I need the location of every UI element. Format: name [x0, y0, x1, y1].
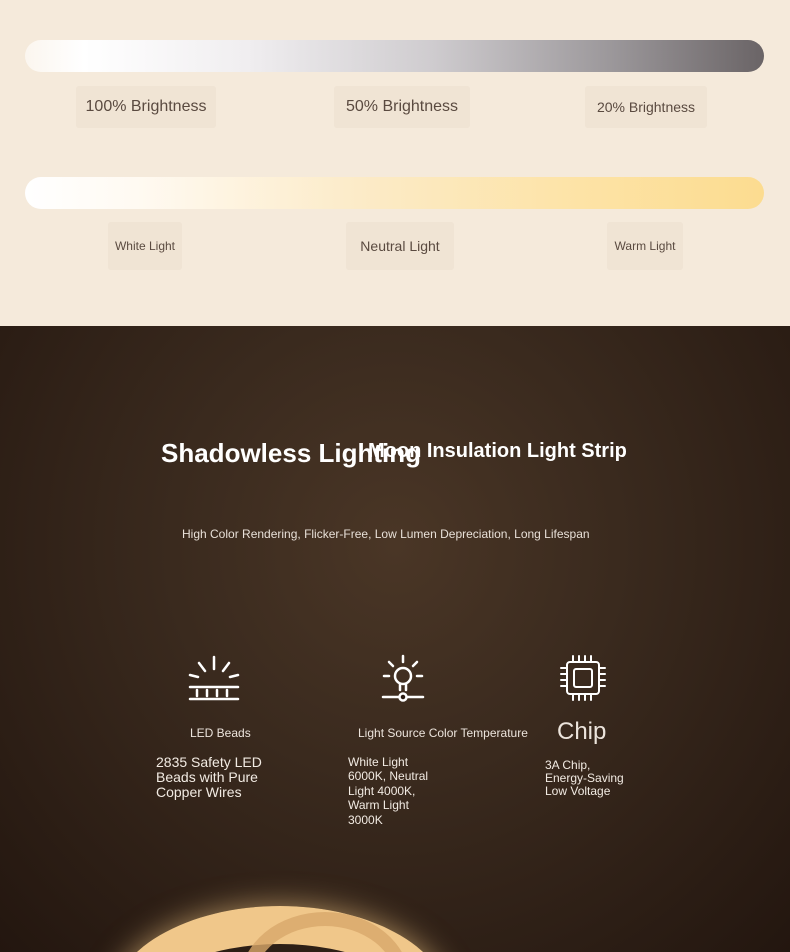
- feature-label-temperature: Light Source Color Temperature: [358, 726, 528, 740]
- feature-label-chip: Chip: [557, 718, 607, 745]
- feature-desc-led: 2835 Safety LED Beads with Pure Copper Wires: [156, 754, 262, 800]
- feature-desc-chip: 3A Chip, Energy-Saving Low Voltage: [545, 758, 624, 798]
- brightness-gradient-bar: [25, 40, 764, 72]
- temp-label-neutral: Neutral Light: [346, 222, 454, 270]
- brightness-label-50: 50% Brightness: [334, 86, 470, 128]
- brightness-temperature-panel: [0, 0, 790, 326]
- feature-label-led: LED Beads: [190, 726, 251, 740]
- feature-desc-temperature: White Light 6000K, Neutral Light 4000K, Warm Light 3000K: [348, 755, 429, 827]
- temp-label-warm: Warm Light: [607, 222, 683, 270]
- hero-subtitle: High Color Rendering, Flicker-Free, Low Lumen Depreciation, Long Lifespan: [182, 527, 590, 541]
- chip-icon: [555, 654, 611, 704]
- led-beads-icon: [186, 654, 242, 704]
- brightness-label-100: 100% Brightness: [76, 86, 216, 128]
- temp-label-white: White Light: [108, 222, 182, 270]
- color-temperature-gradient-bar: [25, 177, 764, 209]
- brightness-label-20: 20% Brightness: [585, 86, 707, 128]
- hero-title-overlay: Moon Insulation Light Strip: [368, 440, 627, 462]
- hero-title: Shadowless Lighting: [161, 438, 422, 468]
- bulb-icon: [375, 654, 431, 704]
- feature-panel: [0, 326, 790, 952]
